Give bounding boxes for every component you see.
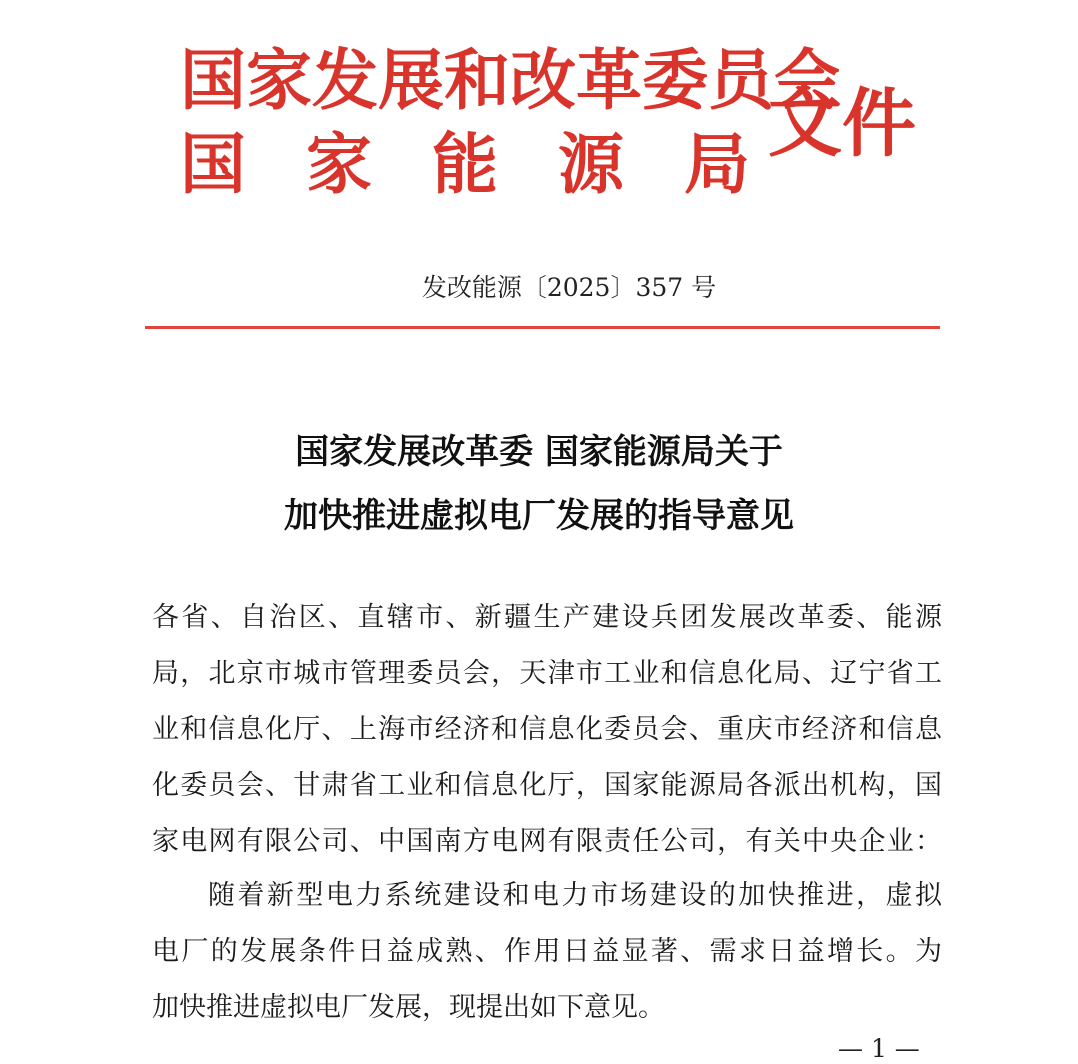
salutation-line: 家电网有限公司、中国南方电网有限责任公司，有关中央企业： bbox=[152, 826, 942, 857]
salutation-line: 业和信息化厅、上海市经济和信息化委员会、重庆市经济和信息 bbox=[152, 714, 942, 745]
document-title-line-2: 加快推进虚拟电厂发展的指导意见 bbox=[284, 496, 794, 536]
salutation-line: 化委员会、甘肃省工业和信息化厅，国家能源局各派出机构，国 bbox=[152, 770, 942, 801]
issuer-line-1: 国家发展和改革委员会 bbox=[180, 41, 840, 119]
red-letterhead bbox=[0, 0, 1078, 230]
document-number: 发改能源〔2025〕357 号 bbox=[421, 273, 717, 302]
paragraph-line: 电厂的发展条件日益成熟、作用日益显著、需求日益增长。为 bbox=[152, 936, 942, 967]
document-title-line-1: 国家发展改革委 国家能源局关于 bbox=[295, 432, 783, 472]
paragraph-line: 随着新型电力系统建设和电力市场建设的加快推进，虚拟 bbox=[208, 880, 942, 911]
intro-paragraph bbox=[152, 876, 942, 1044]
page-number: — 1 — bbox=[838, 1034, 920, 1063]
salutation-block bbox=[152, 598, 942, 878]
red-divider-line bbox=[145, 326, 940, 329]
issuer-line-2: 国家能源局 bbox=[180, 125, 750, 203]
paragraph-line: 加快推进虚拟电厂发展，现提出如下意见。 bbox=[152, 992, 665, 1023]
salutation-line: 局，北京市城市管理委员会，天津市工业和信息化局、辽宁省工 bbox=[152, 658, 942, 689]
document-word: 文件 bbox=[768, 81, 916, 167]
salutation-line: 各省、自治区、直辖市、新疆生产建设兵团发展改革委、能源 bbox=[152, 602, 942, 633]
